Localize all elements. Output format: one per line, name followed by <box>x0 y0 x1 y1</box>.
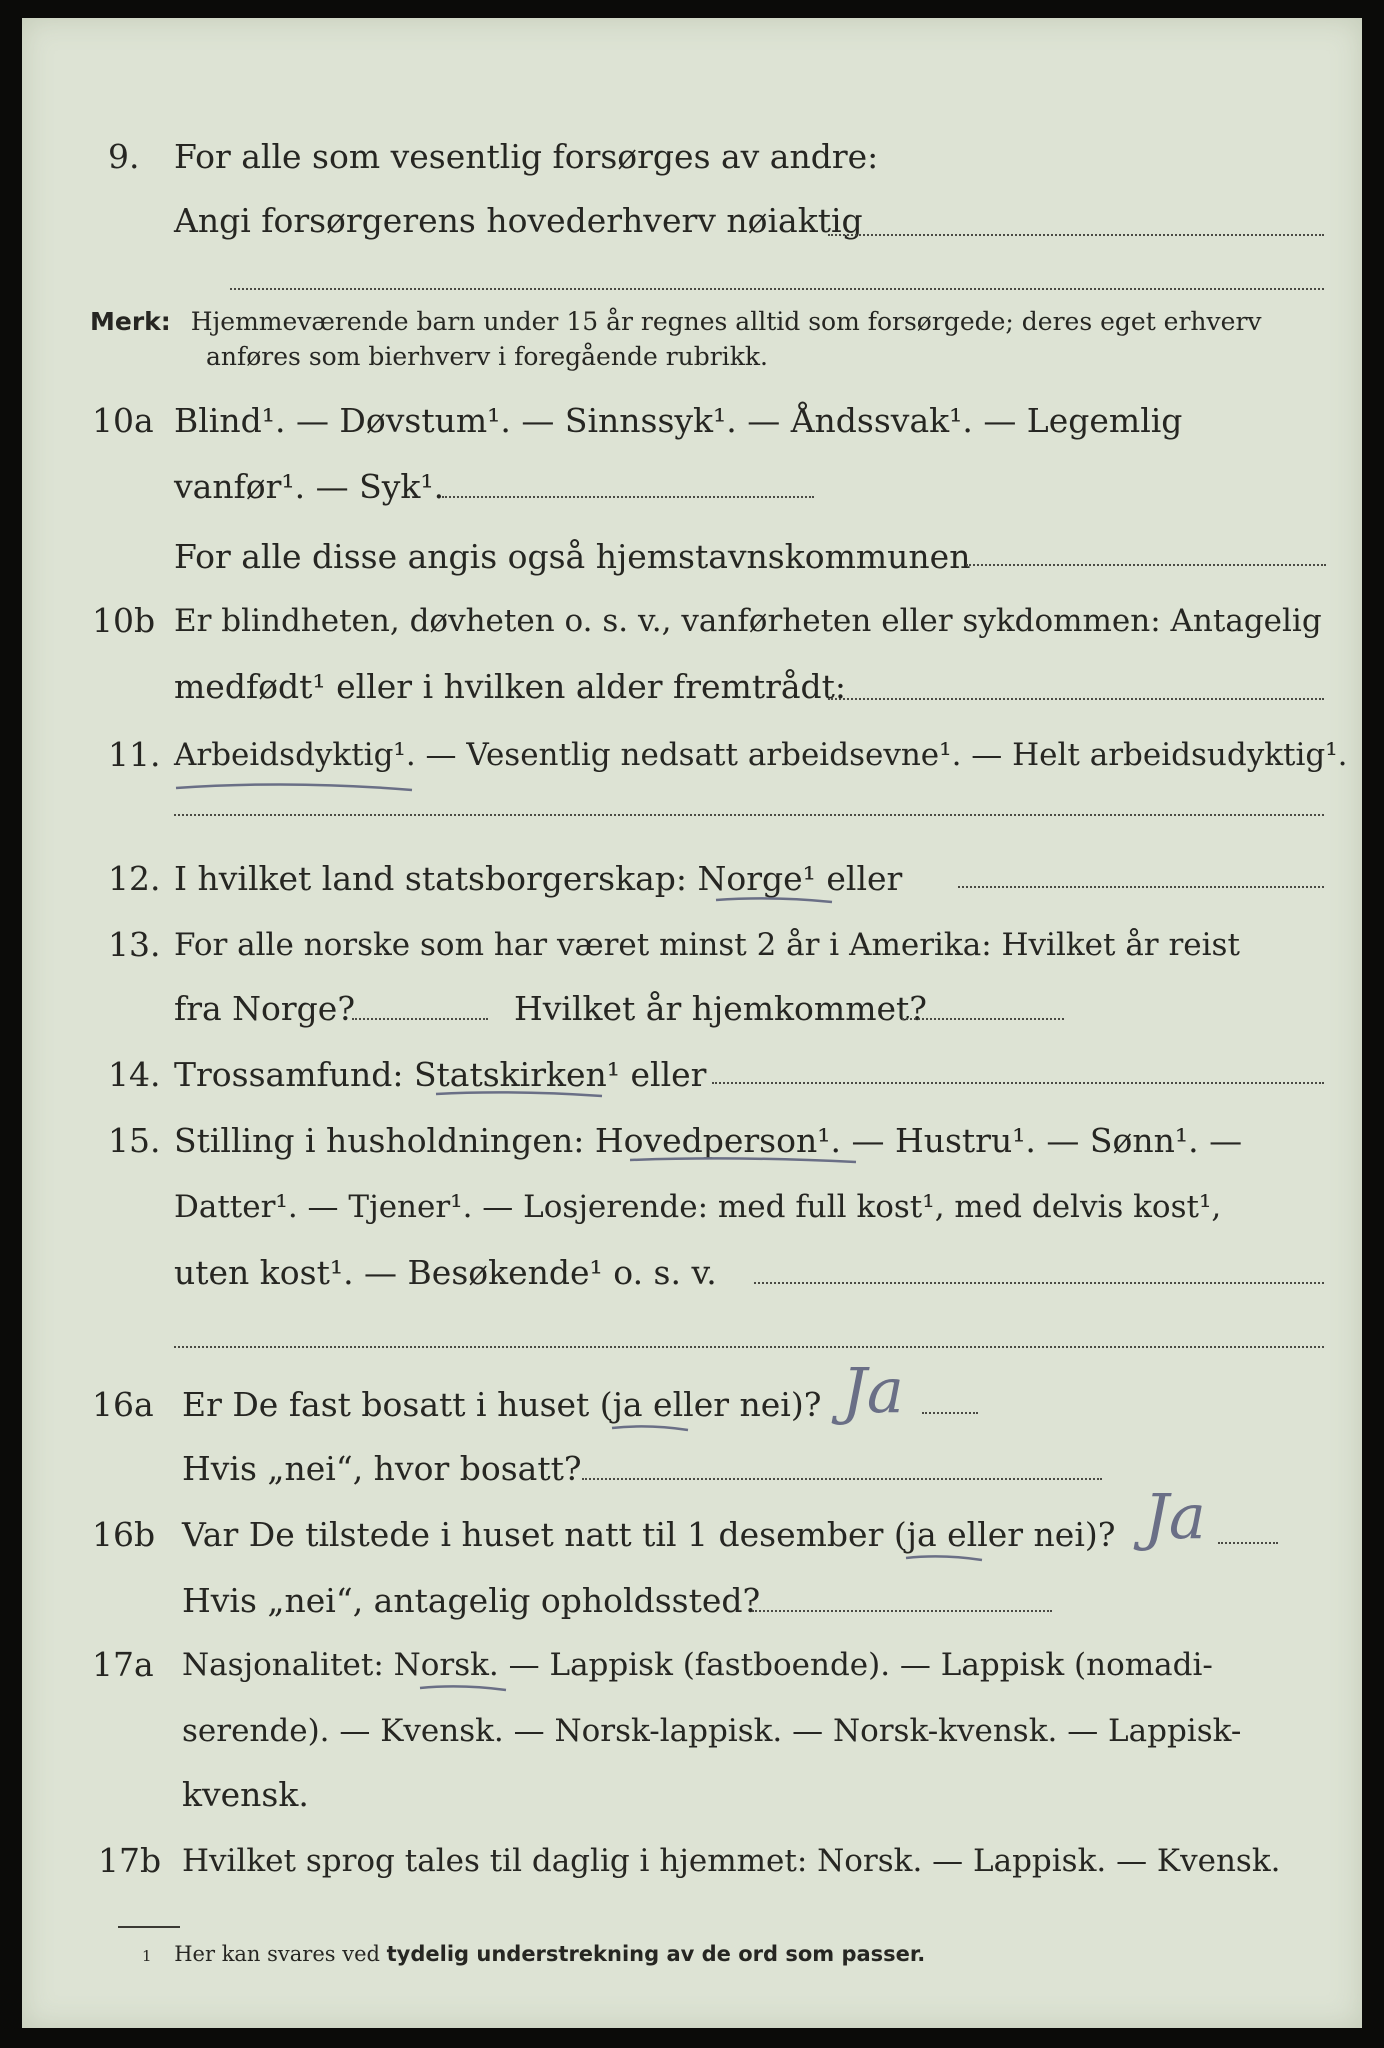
answer-line <box>828 698 1324 700</box>
handwritten-answer: Ja <box>842 1354 904 1427</box>
question-text: uten kost¹. — Besøkende¹ o. s. v. <box>174 1253 717 1292</box>
handwritten-answer: Ja <box>1144 1480 1206 1553</box>
question-text: Er blindheten, døvheten o. s. v., vanførheten eller sykdommen: Antagelig <box>174 603 1322 639</box>
question-number: 9. <box>108 137 140 176</box>
answer-line <box>752 1610 1052 1612</box>
question-13 <box>22 920 1362 970</box>
question-13-cont <box>22 984 1362 1034</box>
question-9 <box>22 132 1362 182</box>
question-text: vanfør¹. — Syk¹. <box>174 467 445 506</box>
answer-line <box>712 1082 1324 1084</box>
question-12 <box>22 854 1362 904</box>
question-15-cont2 <box>22 1248 1362 1298</box>
question-text: For alle som vesentlig forsørges av andre: <box>174 137 879 176</box>
question-text: kvensk. <box>182 1775 309 1814</box>
answer-line <box>902 1018 1064 1020</box>
question-17a-cont2 <box>22 1770 1362 1820</box>
question-number: 16b <box>92 1515 156 1554</box>
question-text: Var De tilstede i huset natt til 1 desember (ja eller nei)? <box>182 1515 1116 1554</box>
underline-mark <box>902 1548 992 1568</box>
answer-line <box>828 234 1324 236</box>
question-text: Trossamfund: Statskirken¹ eller <box>174 1055 707 1094</box>
question-text: Hvilket år hjemkommet? <box>514 989 927 1028</box>
question-number: 10a <box>92 401 154 440</box>
question-10b-cont <box>22 662 1362 712</box>
question-text: Arbeidsdyktig¹. — Vesentlig nedsatt arbeidsevne¹. — Helt arbeidsudyktig¹. <box>174 737 1348 773</box>
question-text: I hvilket land statsborgerskap: Norge¹ eller <box>174 859 903 898</box>
question-text: Hvis „nei“, hvor bosatt? <box>182 1449 582 1488</box>
note-text: Hjemmeværende barn under 15 år regnes alltid som forsørgede; deres eget erhverv <box>190 307 1262 336</box>
answer-line <box>966 564 1326 566</box>
question-text: Hvis „nei“, antagelig opholdssted? <box>182 1581 761 1620</box>
question-14 <box>22 1050 1362 1100</box>
question-text: Hvilket sprog tales til daglig i hjemmet: Norsk. — Lappisk. — Kvensk. <box>182 1843 1281 1879</box>
answer-line <box>754 1282 1324 1284</box>
footnote <box>142 1942 925 1966</box>
question-text: Stilling i husholdningen: Hovedperson¹. — Hustru¹. — Sønn¹. — <box>174 1121 1243 1160</box>
question-number: 14. <box>108 1055 161 1094</box>
census-form-page <box>22 18 1362 2028</box>
underline-mark <box>626 1150 866 1170</box>
question-16b-cont <box>22 1576 1362 1626</box>
answer-line <box>442 496 814 498</box>
answer-line <box>958 886 1324 888</box>
question-text: Blind¹. — Døvstum¹. — Sinnssyk¹. — Åndssvak¹. — Legemlig <box>174 401 1183 440</box>
footnote-rule <box>118 1926 180 1928</box>
underline-mark <box>416 1678 516 1698</box>
note-text: anføres som bierhverv i foregående rubrikk. <box>206 342 768 371</box>
answer-line <box>230 288 1324 290</box>
question-number: 16a <box>92 1385 154 1424</box>
underline-mark <box>172 768 422 798</box>
answer-line <box>1218 1542 1278 1544</box>
question-17a <box>22 1640 1362 1690</box>
underline-mark <box>432 1084 612 1104</box>
underline-mark <box>608 1418 698 1438</box>
footnote-bold: tydelig understrekning av de ord som passer. <box>386 1942 926 1966</box>
question-number: 12. <box>108 859 161 898</box>
question-17b <box>22 1836 1362 1886</box>
question-number: 10b <box>92 601 156 640</box>
answer-line <box>174 1346 1324 1348</box>
underline-mark <box>712 890 852 910</box>
question-9-cont <box>22 196 1362 246</box>
answer-line <box>174 814 1324 816</box>
question-10a <box>22 396 1362 446</box>
footnote-text: Her kan svares ved <box>174 1942 380 1966</box>
note-label: Merk: <box>90 307 171 336</box>
question-number: 11. <box>108 735 161 774</box>
answer-line <box>922 1412 978 1414</box>
question-text: medfødt¹ eller i hvilken alder fremtrådt: <box>174 667 847 706</box>
answer-line <box>352 1018 488 1020</box>
question-text: serende). — Kvensk. — Norsk-lappisk. — Norsk-kvensk. — Lappisk- <box>182 1713 1242 1749</box>
question-text: Nasjonalitet: Norsk. — Lappisk (fastboende). — Lappisk (nomadi- <box>182 1647 1213 1683</box>
question-number: 13. <box>108 925 161 964</box>
question-15-cont <box>22 1182 1362 1232</box>
question-text: Datter¹. — Tjener¹. — Losjerende: med full kost¹, med delvis kost¹, <box>174 1189 1222 1225</box>
question-10a-cont <box>22 462 1362 512</box>
question-10b <box>22 596 1362 646</box>
note-merk <box>90 304 1262 374</box>
answer-line <box>582 1478 1102 1480</box>
question-number: 17b <box>98 1841 162 1880</box>
question-text: Angi forsørgerens hovederhverv nøiaktig <box>174 201 863 240</box>
question-number: 17a <box>92 1645 154 1684</box>
question-number: 15. <box>108 1121 161 1160</box>
question-text: Er De fast bosatt i huset (ja eller nei)? <box>182 1385 822 1424</box>
question-10a-hjemstavn <box>22 532 1362 582</box>
question-text: For alle disse angis også hjemstavnskommunen <box>174 537 971 576</box>
question-text: For alle norske som har været minst 2 år i Amerika: Hvilket år reist <box>174 927 1240 963</box>
question-text: fra Norge? <box>174 989 356 1028</box>
question-17a-cont <box>22 1706 1362 1756</box>
footnote-mark: 1 <box>142 1947 152 1965</box>
